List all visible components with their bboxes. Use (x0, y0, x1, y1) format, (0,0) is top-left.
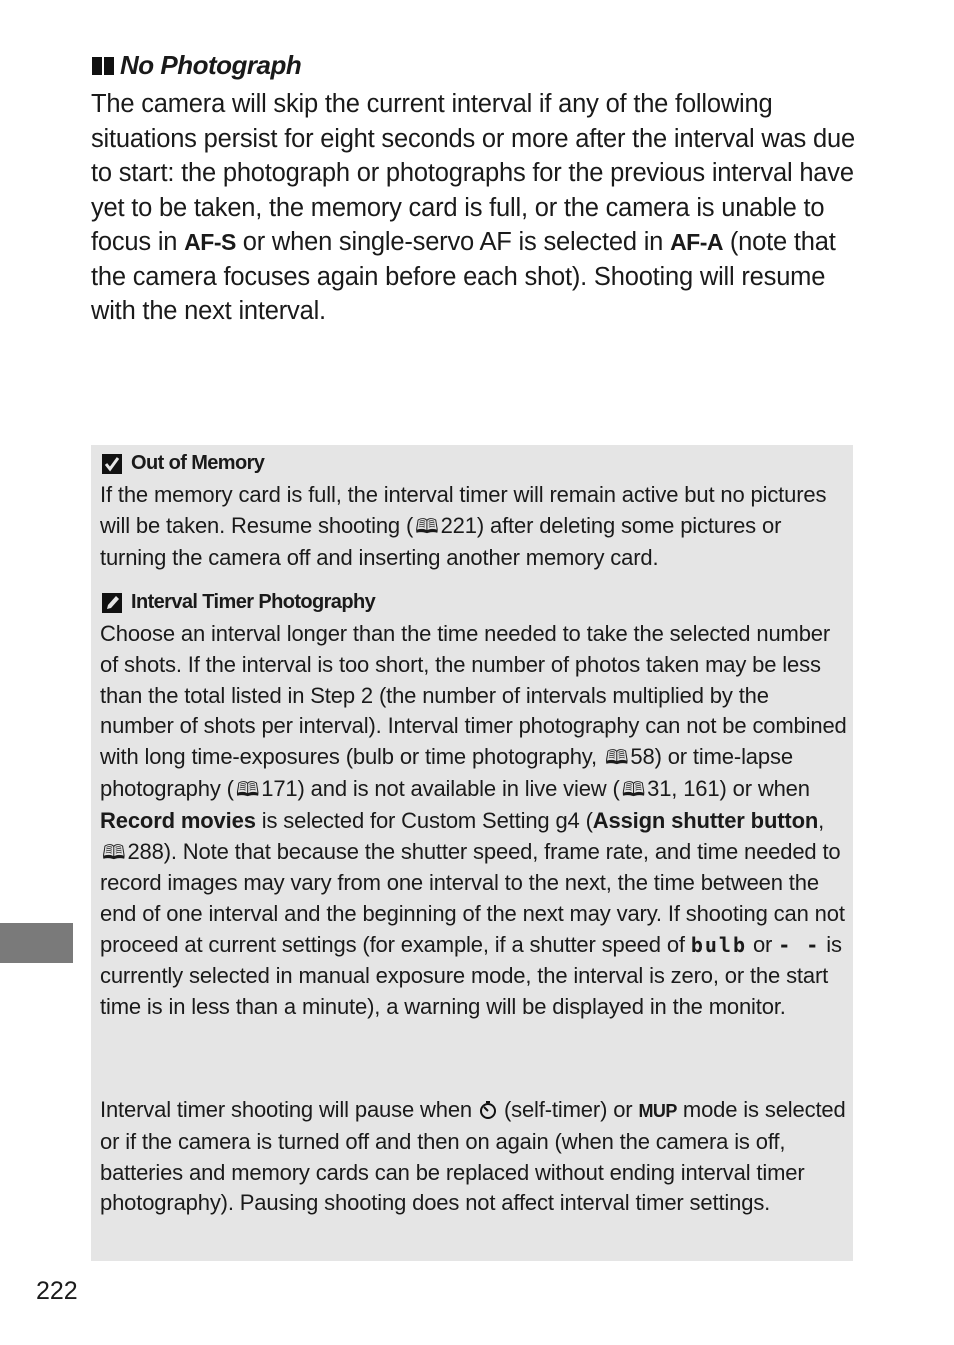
interval-text-5: is selected for Custom Setting g4 ( (255, 807, 593, 833)
interval-timer-heading (101, 591, 375, 614)
record-movies-option: Record movies (100, 807, 256, 833)
page-ref: 288 (127, 838, 164, 864)
section-heading (92, 50, 301, 81)
af-s-mode: AF-S (184, 229, 236, 255)
intro-text-1: The camera will skip the current interval if any of the following situations persist for eight seconds or more after the interval was due to start: the photograph or photographs for the previous interval have yet to be taken, the memory card is full, or the camera is unable to focus in (91, 90, 855, 256)
heading-marker-icon (92, 57, 114, 75)
interval-text-4: ) or when (719, 775, 810, 801)
self-timer-icon (478, 1100, 498, 1120)
memory-text-2: ) after deleting some pictures or turning the camera off and inserting another memory card. (100, 512, 782, 570)
caution-check-icon (101, 453, 123, 475)
pencil-note-icon (101, 592, 123, 614)
pause-text-2: (self-timer) or (497, 1097, 639, 1122)
interval-text-3: ) and is not available in live view ( (297, 775, 620, 801)
interval-text-6: , (818, 807, 825, 833)
intro-text-2: or when single-servo AF is selected in (235, 228, 671, 256)
page-ref: 31, 161 (647, 775, 720, 801)
intro-text-3: (note that the camera focuses again before each shot). Shooting will resume with the next interval. (91, 228, 836, 325)
mup-mode: MUP (638, 1101, 677, 1121)
out-of-memory-text (100, 480, 848, 573)
notes-box (91, 445, 853, 1261)
book-icon: 🕮 (621, 778, 646, 801)
out-of-memory-title: Out of Memory (131, 452, 265, 474)
interval-text-1: Choose an interval longer than the time needed to take the selected number of shots. If the interval is too short, the number of photos taken may be less than the total listed in Step 2 (the number of intervals multiplied by the number of shots per interval). Interval timer photography can not be combined with long time-exposures (bulb or time photography, (100, 621, 847, 770)
page-ref: 58 (630, 744, 655, 770)
interval-text-9: is currently selected in manual exposure mode, the interval is zero, or the start time is in less than a minute), a warning will be displayed in the monitor. (100, 931, 842, 1019)
af-a-mode: AF-A (670, 229, 723, 255)
interval-text-7: ). Note that because the shutter speed, frame rate, and time needed to record images may vary from one interval to the next, the time between the end of one interval and the beginning of the next may vary. If shooting can not proceed at current settings (for example, if a shutter speed of (100, 838, 845, 957)
interval-pause-text (100, 1095, 848, 1219)
interval-text-2: ) or time-lapse photography ( (100, 744, 793, 801)
intro-paragraph (91, 87, 861, 329)
interval-timer-title: Interval Timer Photography (131, 591, 376, 613)
interval-text-8: or (747, 931, 779, 957)
assign-shutter-option: Assign shutter button (592, 807, 819, 833)
page-number: 222 (36, 1277, 78, 1305)
interval-timer-text (100, 619, 848, 1022)
book-icon: 🕮 (604, 747, 629, 770)
pause-text-1: Interval timer shooting will pause when (100, 1097, 478, 1122)
bulb-display: bulb (690, 932, 747, 957)
dash-display: - - (778, 932, 821, 957)
book-icon: 🕮 (235, 778, 260, 801)
memory-text-1: If the memory card is full, the interval timer will remain active but no pictures will be taken. Resume shooting ( (100, 482, 827, 538)
book-icon: 🕮 (102, 841, 126, 864)
section-title: No Photograph (120, 50, 302, 80)
pause-text-3: mode is selected or if the camera is turned off and then on again (when the camera is off, batteries and memory cards can be replaced without ending interval timer photography). Pausing shooting does not affect interval timer settings. (100, 1097, 846, 1216)
chapter-tab (0, 923, 73, 963)
page-ref: 171 (261, 775, 298, 801)
page-ref: 221 (440, 512, 477, 538)
book-icon: 🕮 (415, 515, 439, 538)
out-of-memory-heading (101, 452, 264, 475)
